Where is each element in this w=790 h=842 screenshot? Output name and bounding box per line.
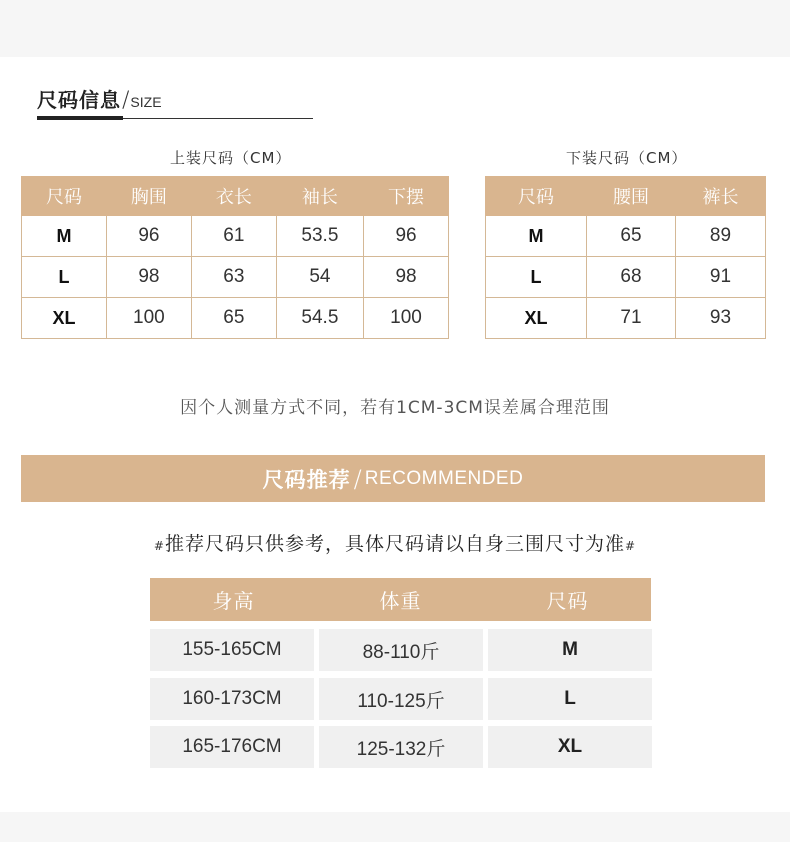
size-cell: L [488,678,652,720]
size-cell: L [486,257,587,298]
table-header: 胸围 [106,177,191,216]
size-cell: XL [486,298,587,339]
banner-title-zh: 尺码推荐 [262,467,351,492]
weight-cell: 125-132斤 [319,726,483,768]
table-row [486,257,766,298]
table-header: 体重 [379,589,422,613]
table-cell: 68 [587,257,676,298]
weight-cell: 88-110斤 [319,629,483,671]
table-header: 袖长 [276,177,363,216]
height-cell: 155-165CM [150,629,314,671]
section-title [37,84,162,114]
recommend-note [0,529,790,556]
table-row [22,216,449,257]
table-header: 衣长 [191,177,276,216]
size-cell: XL [488,726,652,768]
table-row [22,298,449,339]
table-row [486,216,766,257]
table-cell: 71 [587,298,676,339]
table-cell: 96 [106,216,191,257]
table-header: 尺码 [486,177,587,216]
table-cell: 54 [276,257,363,298]
section-title-zh: 尺码信息 [37,88,121,112]
table-header: 身高 [212,589,255,613]
size-cell: XL [22,298,107,339]
recommend-note-text: 推荐尺码只供参考，具体尺码请以自身三围尺寸为准 [164,533,625,555]
table-cell: 96 [364,216,449,257]
top-table-caption: 上装尺码（CM） [170,149,292,167]
table-cell: 53.5 [276,216,363,257]
table-cell: 65 [587,216,676,257]
section-title-slash: / [122,88,130,113]
table-header-row [22,177,449,216]
table-cell: 98 [106,257,191,298]
table-row [150,726,652,768]
table-row [22,257,449,298]
table-cell: 89 [676,216,766,257]
height-cell: 165-176CM [150,726,314,768]
table-row [150,629,652,671]
hash-right: # [625,539,637,553]
weight-cell: 110-125斤 [319,678,483,720]
table-cell: 63 [191,257,276,298]
table-cell: 65 [191,298,276,339]
table-cell: 61 [191,216,276,257]
size-cell: M [488,629,652,671]
height-cell: 160-173CM [150,678,314,720]
table-cell: 98 [364,257,449,298]
table-cell: 91 [676,257,766,298]
title-underline-accent [37,116,123,120]
table-row [150,678,652,720]
table-header-row [486,177,766,216]
hash-left: # [153,539,165,553]
size-cell: M [22,216,107,257]
bottom-size-table [485,176,766,339]
size-cell: M [486,216,587,257]
bottom-table-caption: 下装尺码（CM） [566,149,688,167]
table-header: 裤长 [676,177,766,216]
table-header: 腰围 [587,177,676,216]
section-title-en: SIZE [130,94,162,110]
table-cell: 93 [676,298,766,339]
banner-slash: / [353,464,362,493]
table-header: 尺码 [22,177,107,216]
measurement-note: 因个人测量方式不同，若有1CM-3CM误差属合理范围 [180,398,610,418]
top-size-table [21,176,449,339]
table-cell: 54.5 [276,298,363,339]
recommend-table-header [150,578,651,621]
table-cell: 100 [106,298,191,339]
table-header: 尺码 [546,589,589,613]
table-row [486,298,766,339]
recommend-banner [21,455,765,502]
banner-title-en: RECOMMENDED [364,467,524,489]
table-cell: 100 [364,298,449,339]
size-cell: L [22,257,107,298]
table-header: 下摆 [364,177,449,216]
